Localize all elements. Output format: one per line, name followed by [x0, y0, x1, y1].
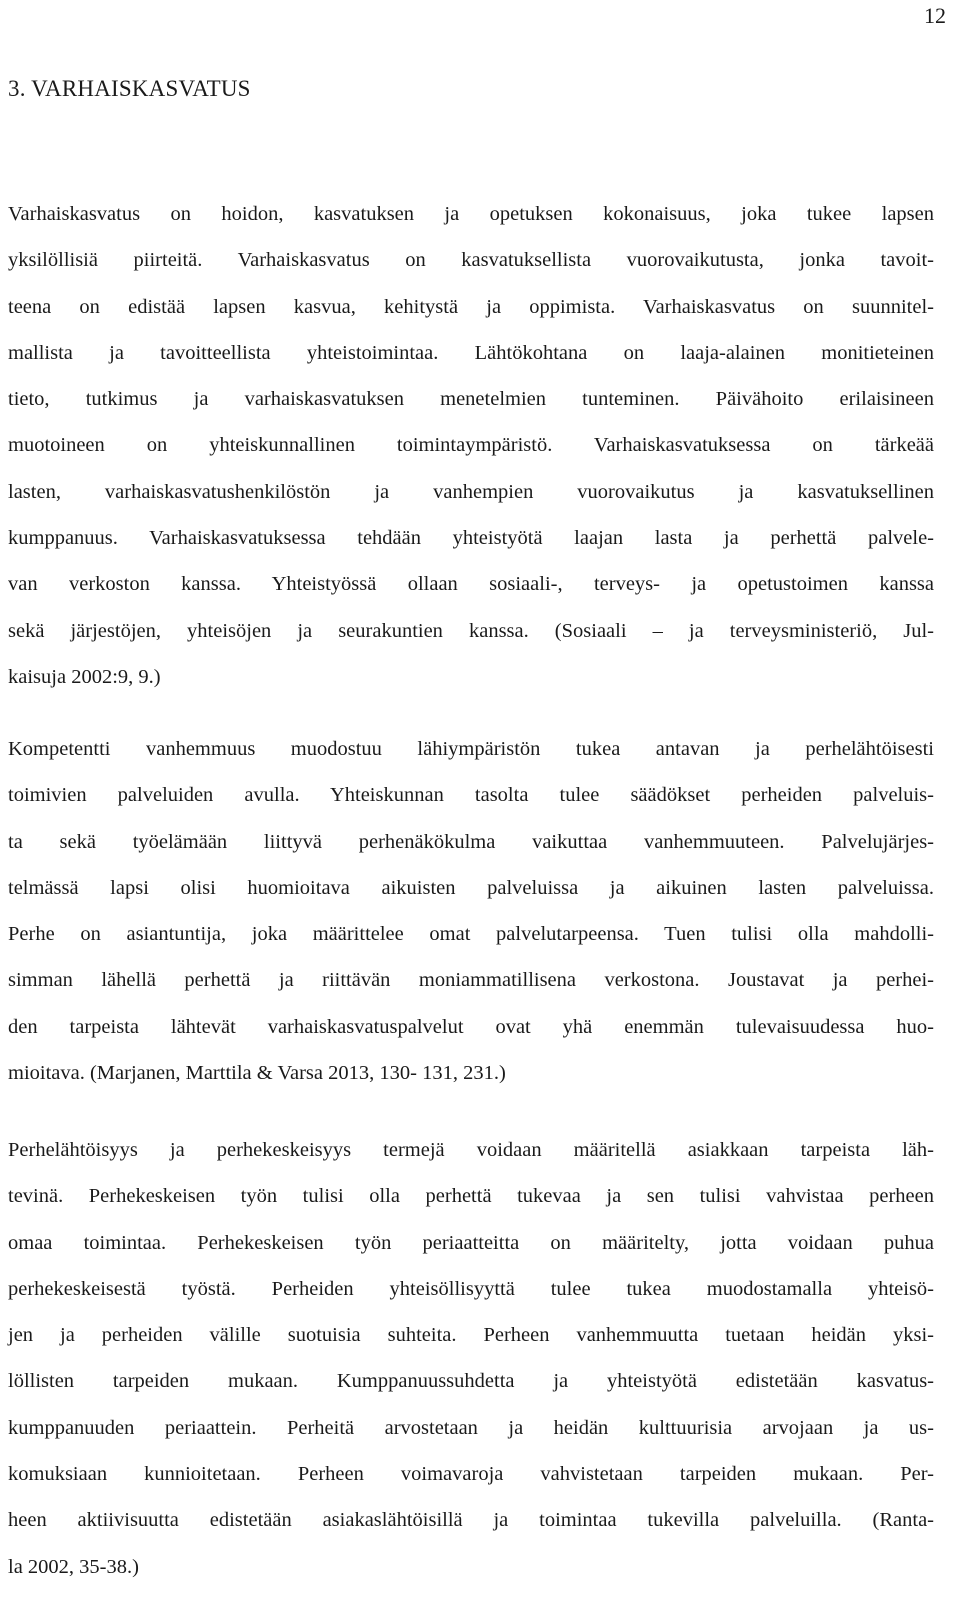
text-line: komuksiaan kunnioitetaan. Perheen voimavaroja vahvistetaan tarpeiden mukaan. Per- — [8, 1463, 934, 1486]
text-line: perhekeskeisestä työstä. Perheiden yhteisöllisyyttä tulee tukea muodostamalla yhteisö- — [8, 1277, 934, 1300]
text-line: muotoineen on yhteiskunnallinen toimintaympäristö. Varhaiskasvatuksessa on tärkeää — [8, 434, 934, 457]
paragraph-early-childhood-education — [8, 191, 934, 700]
text-line: sekä järjestöjen, yhteisöjen ja seurakuntien kanssa. (Sosiaali – ja terveysministeriö, Jul- — [8, 619, 934, 642]
text-line: van verkoston kanssa. Yhteistyössä ollaan sosiaali-, terveys- ja opetustoimen kanssa — [8, 573, 934, 596]
text-line: kaisuja 2002:9, 9.) — [8, 665, 161, 688]
paragraph-competent-parenthood — [8, 726, 934, 1096]
section-heading: 3. VARHAISKASVATUS — [8, 76, 251, 101]
text-line: den tarpeista lähtevät varhaiskasvatuspalvelut ovat yhä enemmän tulevaisuudessa huo- — [8, 1015, 934, 1038]
text-line: heen aktiivisuutta edistetään asiakaslähtöisillä ja toimintaa tukevilla palveluilla. (Ranta- — [8, 1509, 934, 1532]
text-line: mioitava. (Marjanen, Marttila & Varsa 2013, 130- 131, 231.) — [8, 1062, 506, 1085]
text-line: la 2002, 35-38.) — [8, 1555, 139, 1578]
text-line: tevinä. Perhekeskeisen työn tulisi olla perhettä tukevaa ja sen tulisi vahvistaa perheen — [8, 1185, 934, 1208]
text-line: toimivien palveluiden avulla. Yhteiskunnan tasolta tulee säädökset perheiden palveluis- — [8, 784, 934, 807]
text-line: mallista ja tavoitteellista yhteistoimintaa. Lähtökohtana on laaja-alainen monitieteinen — [8, 341, 934, 364]
text-line: löllisten tarpeiden mukaan. Kumppanuussuhdetta ja yhteistyötä edistetään kasvatus- — [8, 1370, 934, 1393]
text-line: kumppanuuden periaattein. Perheitä arvostetaan ja heidän kulttuurisia arvojaan ja us- — [8, 1416, 934, 1439]
text-line: jen ja perheiden välille suotuisia suhteita. Perheen vanhemmuutta tuetaan heidän yksi- — [8, 1324, 934, 1347]
paragraph-family-centeredness — [8, 1127, 934, 1590]
text-line: kumppanuus. Varhaiskasvatuksessa tehdään yhteistyötä laajan lasta ja perhettä palvele- — [8, 527, 934, 550]
text-line: tieto, tutkimus ja varhaiskasvatuksen menetelmien tunteminen. Päivähoito erilaisineen — [8, 388, 934, 411]
text-line: yksilöllisiä piirteitä. Varhaiskasvatus on kasvatuksellista vuorovaikutusta, jonka tavoit- — [8, 249, 934, 272]
text-line: teena on edistää lapsen kasvua, kehitystä ja oppimista. Varhaiskasvatus on suunnitel- — [8, 295, 934, 318]
text-line: telmässä lapsi olisi huomioitava aikuisten palveluissa ja aikuinen lasten palveluissa. — [8, 876, 934, 899]
text-line: omaa toimintaa. Perhekeskeisen työn periaatteitta on määritelty, jotta voidaan puhua — [8, 1231, 934, 1254]
text-line: Perhe on asiantuntija, joka määrittelee omat palvelutarpeensa. Tuen tulisi olla mahdolli- — [8, 923, 934, 946]
text-line: lasten, varhaiskasvatushenkilöstön ja vanhempien vuorovaikutus ja kasvatuksellinen — [8, 480, 934, 503]
text-line: ta sekä työelämään liittyvä perhenäkökulma vaikuttaa vanhemmuuteen. Palvelujärjes- — [8, 830, 934, 853]
text-line: Perhelähtöisyys ja perhekeskeisyys termejä voidaan määritellä asiakkaan tarpeista läh- — [8, 1139, 934, 1161]
page-number: 12 — [924, 3, 946, 28]
text-line: Kompetentti vanhemmuus muodostuu lähiympäristön tukea antavan ja perhelähtöisesti — [8, 738, 934, 760]
text-line: simman lähellä perhettä ja riittävän moniammatillisena verkostona. Joustavat ja perhei- — [8, 969, 934, 992]
text-line: Varhaiskasvatus on hoidon, kasvatuksen ja opetuksen kokonaisuus, joka tukee lapsen — [8, 203, 934, 225]
